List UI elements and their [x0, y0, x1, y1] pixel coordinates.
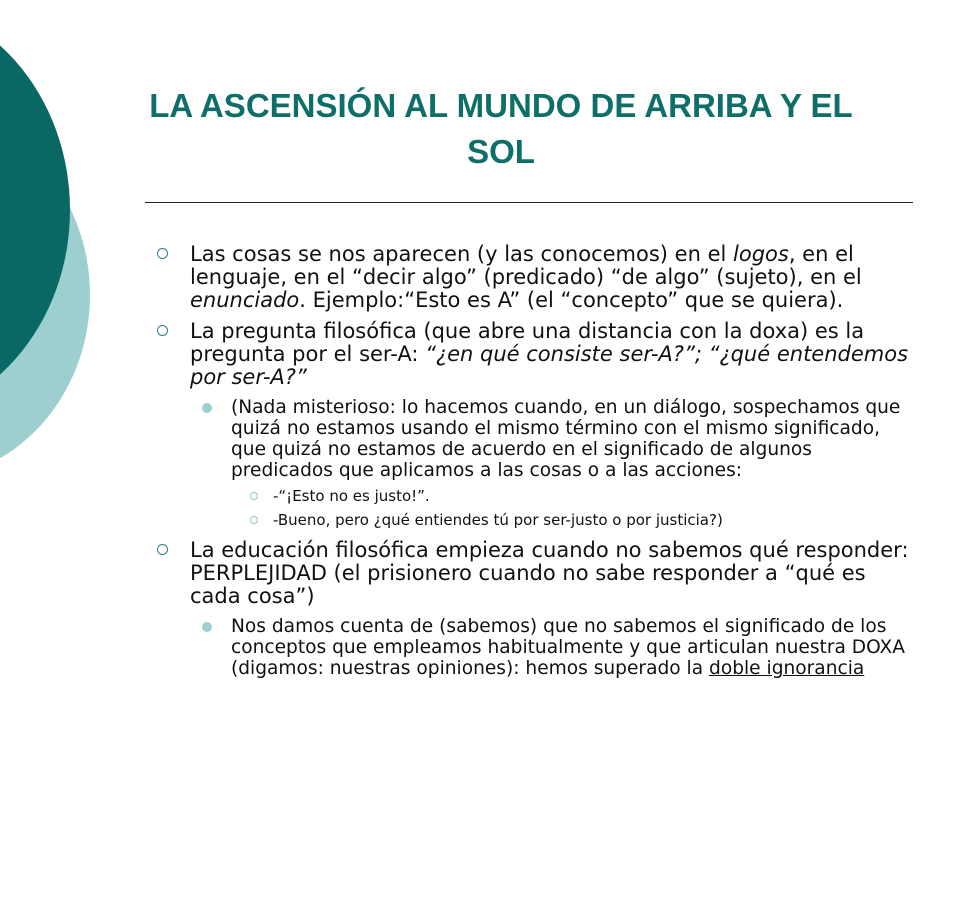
slide-content	[150, 243, 910, 685]
sub-sub-bullet-2	[150, 511, 910, 529]
sub-sub-bullet-1	[150, 487, 910, 505]
text-segment-italic: logos	[733, 242, 789, 266]
small-hollow-circle-bullet-icon	[250, 492, 258, 500]
filled-circle-bullet-icon	[202, 403, 212, 413]
bullet-point-pregunta	[150, 320, 910, 389]
text-segment: Las cosas se nos aparecen (y las conocemos) en el	[190, 242, 734, 266]
underlined-term: doble ignorancia	[709, 658, 865, 679]
text-segment: . Ejemplo:“Esto es A” (el “concepto” que se quiera).	[299, 288, 844, 312]
small-hollow-circle-bullet-icon	[250, 516, 258, 524]
sub-sub-bullet-text: -Bueno, pero ¿qué entiendes tú por ser-justo o por justicia?)	[273, 511, 723, 529]
filled-circle-bullet-icon	[202, 622, 212, 632]
sub-bullet-text: (Nada misterioso: lo hacemos cuando, en un diálogo, sospechamos que quizá no estamos usando el mismo término con el mismo significado, que quizá no estamos de acuerdo en el significado de algunos predicados que aplicamos a las cosas o a las acciones:	[231, 397, 901, 481]
sub-bullet-ignorancia	[150, 616, 910, 679]
hollow-circle-bullet-icon	[157, 248, 168, 259]
text-segment: , en el lenguaje, en el “decir algo” (predicado) “de algo” (sujeto), en el	[190, 242, 862, 289]
sub-sub-bullet-text: -“¡Esto no es justo!”.	[273, 487, 430, 505]
text-segment: Nos damos cuenta de (sabemos) que no sabemos el significado de los conceptos que empleamos habitualmente y que articulan nuestra DOXA (digamos: nuestras opiniones): hemos superado la	[231, 616, 906, 679]
text-segment-italic: enunciado	[190, 288, 300, 312]
bullet-text: La educación filosófica empieza cuando no sabemos qué responder: PERPLEJIDAD (el prisionero cuando no sabe responder a “qué es cada cosa”)	[190, 538, 909, 608]
title-divider	[145, 202, 913, 203]
slide-title: LA ASCENSIÓN AL MUNDO DE ARRIBA Y EL SOL	[149, 87, 853, 170]
text-segment: La pregunta filosófica (que abre una distancia con la doxa) es la pregunta por el ser-A:	[190, 319, 865, 366]
hollow-circle-bullet-icon	[157, 325, 168, 336]
bullet-point-educacion	[150, 539, 910, 608]
sub-bullet-dialogo	[150, 397, 910, 481]
bullet-point-logos	[150, 243, 910, 312]
text-segment-italic: “¿en qué consiste ser-A?”; “¿qué entendemos por ser-A?”	[190, 342, 909, 389]
hollow-circle-bullet-icon	[157, 544, 168, 555]
